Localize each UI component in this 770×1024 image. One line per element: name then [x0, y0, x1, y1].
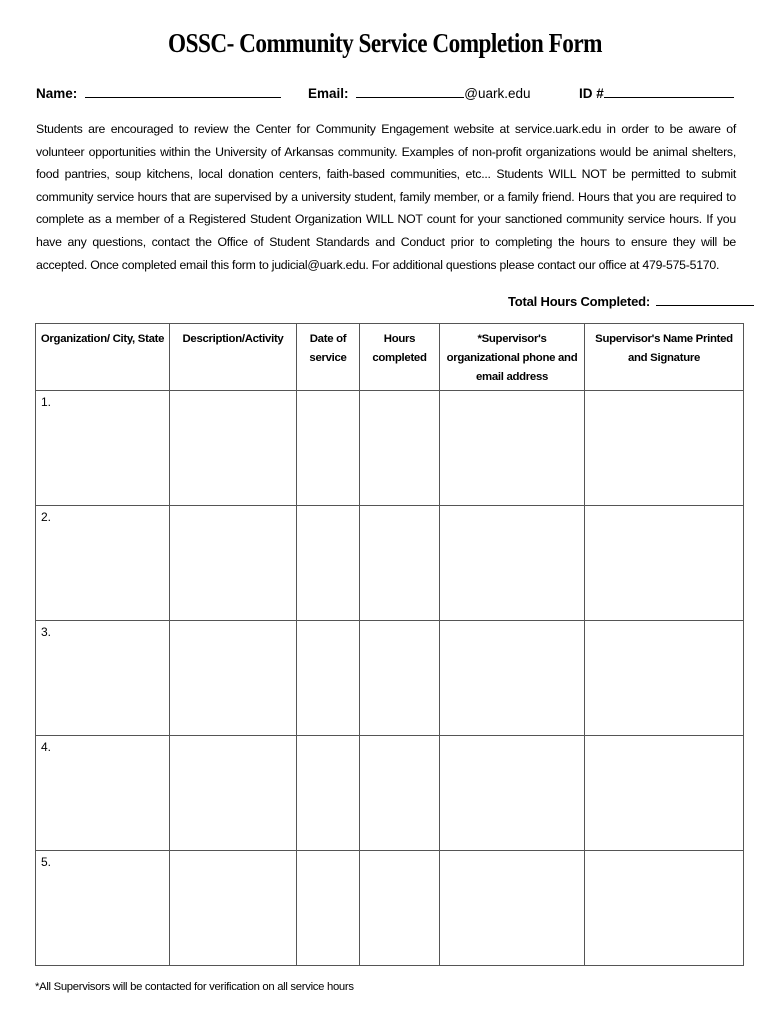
id-field — [579, 83, 734, 101]
description-cell[interactable] — [170, 506, 297, 621]
name-label: Name — [36, 86, 73, 101]
supervisor-verification-footnote: *All Supervisors will be contacted for verification on all service hours — [35, 981, 354, 993]
row-number-cell[interactable]: 2. — [36, 506, 170, 621]
row-number-cell[interactable]: 3. — [36, 621, 170, 736]
hours-cell[interactable] — [360, 736, 440, 851]
row-number-cell[interactable]: 5. — [36, 851, 170, 966]
table-row — [36, 851, 744, 966]
supervisor-signature-cell[interactable] — [585, 391, 744, 506]
table-row — [36, 621, 744, 736]
id-input-line[interactable] — [604, 83, 734, 98]
col-header-organization: Organization/ City, State — [36, 324, 170, 391]
row-number-cell[interactable]: 1. — [36, 391, 170, 506]
table-row — [36, 391, 744, 506]
supervisor-contact-cell[interactable] — [440, 851, 585, 966]
description-cell[interactable] — [170, 851, 297, 966]
hours-cell[interactable] — [360, 621, 440, 736]
supervisor-signature-cell[interactable] — [585, 851, 744, 966]
supervisor-contact-cell[interactable] — [440, 506, 585, 621]
supervisor-contact-cell[interactable] — [440, 391, 585, 506]
total-hours-label: Total Hours Completed: — [508, 294, 650, 309]
hours-cell[interactable] — [360, 391, 440, 506]
description-cell[interactable] — [170, 391, 297, 506]
name-input-line[interactable] — [85, 83, 281, 98]
date-cell[interactable] — [297, 736, 360, 851]
supervisor-contact-cell[interactable] — [440, 621, 585, 736]
table-header-row — [36, 324, 744, 391]
supervisor-signature-cell[interactable] — [585, 506, 744, 621]
hours-cell[interactable] — [360, 506, 440, 621]
supervisor-signature-cell[interactable] — [585, 736, 744, 851]
email-label: Email — [308, 86, 345, 101]
col-header-supervisor-contact: *Supervisor's organizational phone and email address — [440, 324, 585, 391]
description-cell[interactable] — [170, 621, 297, 736]
total-hours-field — [508, 291, 754, 309]
id-label: ID # — [579, 86, 604, 101]
hours-cell[interactable] — [360, 851, 440, 966]
supervisor-signature-cell[interactable] — [585, 621, 744, 736]
email-input-line[interactable] — [356, 83, 464, 98]
description-cell[interactable] — [170, 736, 297, 851]
date-cell[interactable] — [297, 851, 360, 966]
form-title: OSSC- Community Service Completion Form — [168, 28, 602, 58]
supervisor-contact-cell[interactable] — [440, 736, 585, 851]
instructions-paragraph: Students are encouraged to review the Center for Community Engagement website at service.uark.edu in order to be aware of volunteer opportunities within the University of Arkansas community. Examples of non-profit organizations would be animal shelters, food pantries, soup kitchens, local donation centers, faith-based communities, etc... Students WILL NOT be permitted to submit community service hours that are supervised by a university student, family member, or a family friend. Hours that you are required to complete as a member of a Registered Student Organization WILL NOT count for your sanctioned community service hours. If you have any questions, contact the Office of Student Standards and Conduct prior to completing the hours to ensure they will be accepted. Once completed email this form to judicial@uark.edu. For additional questions please contact our office at 479-575-5170. — [36, 122, 736, 272]
total-hours-input-line[interactable] — [656, 291, 754, 306]
student-info-row — [36, 83, 736, 103]
col-header-hours: Hours completed — [360, 324, 440, 391]
col-header-description: Description/Activity — [170, 324, 297, 391]
email-field: Email: @uark.edu — [308, 83, 531, 101]
row-number-cell[interactable]: 4. — [36, 736, 170, 851]
service-hours-table — [35, 323, 744, 966]
email-domain-suffix: @uark.edu — [464, 86, 531, 101]
table-row — [36, 736, 744, 851]
name-field: Name: — [36, 83, 281, 101]
date-cell[interactable] — [297, 391, 360, 506]
col-header-supervisor-signature: Supervisor's Name Printed and Signature — [585, 324, 744, 391]
table-row — [36, 506, 744, 621]
col-header-date: Date of service — [297, 324, 360, 391]
date-cell[interactable] — [297, 506, 360, 621]
date-cell[interactable] — [297, 621, 360, 736]
